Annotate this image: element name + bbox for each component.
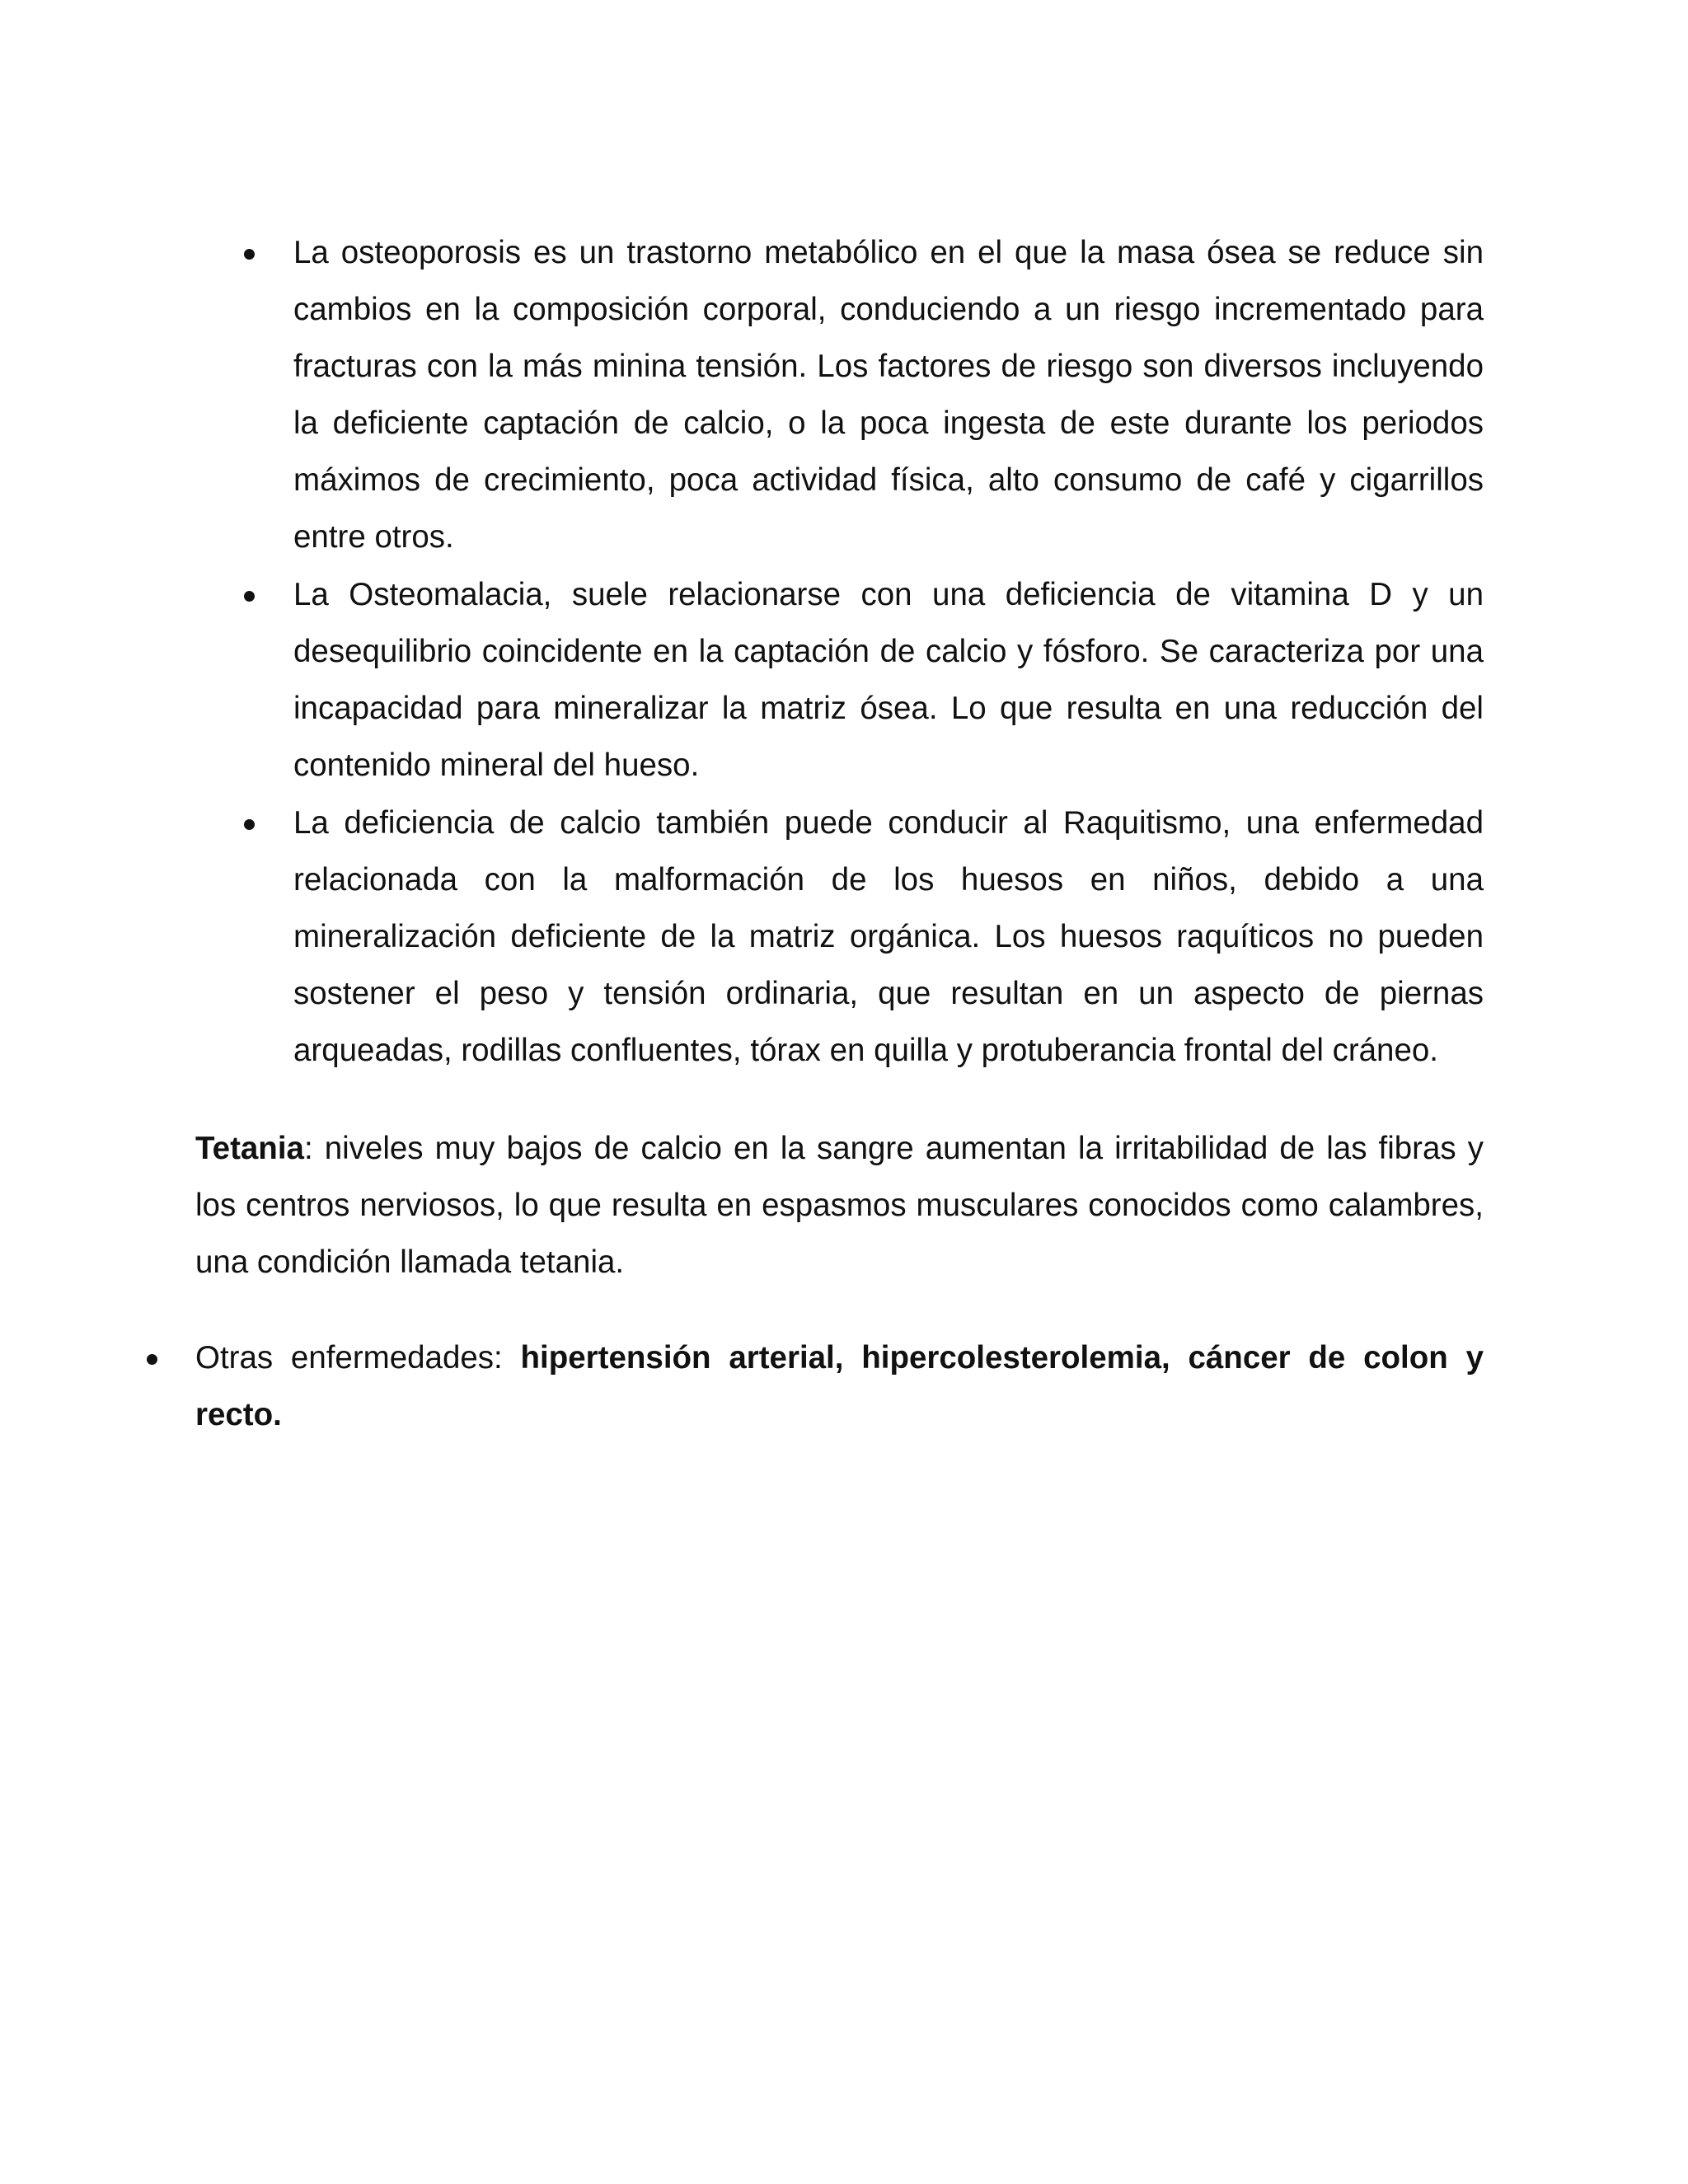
tetania-paragraph (195, 1120, 1484, 1291)
list-item-osteomalacia: La Osteomalacia, suele relacionarse con una deficiencia de vitamina D y un desequilibrio coincidente en la captación de calcio y fósforo. Se caracteriza por una incapacidad para mineralizar la matriz ósea. Lo que resulta en una reducción del contenido mineral del hueso. (293, 577, 1484, 783)
bullet-icon (147, 1354, 157, 1365)
list-item-osteoporosis: La osteoporosis es un trastorno metabólico en el que la masa ósea se reduce sin cambios en la composición corporal, conduciendo a un riesgo incrementado para fracturas con la más minina tensión. Los factores de riesgo son diversos incluyendo la deficiente captación de calcio, o la poca ingesta de este durante los periodos máximos de crecimiento, poca actividad física, alto consumo de café y cigarrillos entre otros. (293, 235, 1484, 555)
otras-diseases: hipertensión arterial, hipercolesterolemia, cáncer de colon y recto. (195, 1340, 1484, 1432)
list-item-raquitismo: La deficiencia de calcio también puede conducir al Raquitismo, una enfermedad relacionada con la malformación de los huesos en niños, debido a una mineralización deficiente de la matriz orgánica. Los huesos raquíticos no pueden sostener el peso y tensión ordinaria, que resultan en un aspecto de piernas arqueadas, rodillas confluentes, tórax en quilla y protuberancia frontal del cráneo. (293, 805, 1484, 1068)
list-item-otras-enfermedades (195, 1329, 1484, 1443)
tetania-text: : niveles muy bajos de calcio en la sangre aumentan la irritabilidad de las fibras y los centros nerviosos, lo que resulta en espasmos musculares conocidos como calambres, una condición llamada tetania. (195, 1131, 1484, 1280)
otras-label: Otras enfermedades: (195, 1340, 521, 1376)
bullet-icon (244, 249, 255, 260)
bullet-icon (244, 819, 255, 830)
tetania-term: Tetania (195, 1131, 304, 1166)
bullet-icon (244, 591, 255, 602)
